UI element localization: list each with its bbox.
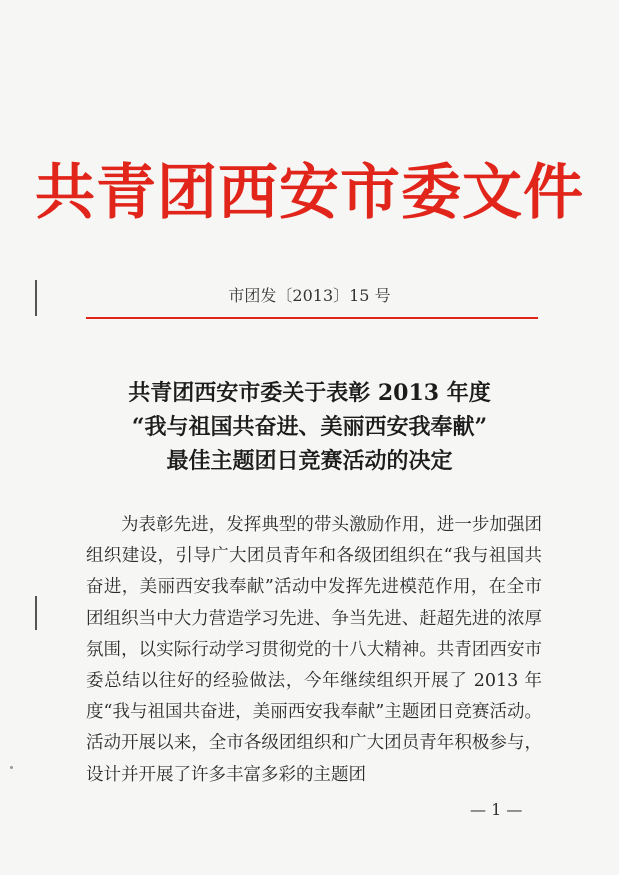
red-divider-line [86, 317, 538, 319]
body-paragraph: 为表彰先进，发挥典型的带头激励作用，进一步加强团组织建设，引导广大团员青年和各级团组织在“我与祖国共奋进，美丽西安我奉献”活动中发挥先进模范作用，在全市团组织当中大力营造学习先进、争当先进、赶超先进的浓厚氛围，以实际行动学习贯彻党的十八大精神。共青团西安市委总结以往好的经验做法，今年继续组织开展了 2013 年度“我与祖国共奋进，美丽西安我奉献”主题团日竞赛活动。活动开展以来，全市各级团组织和广大团员青年积极参与，设计并开展了许多丰富多彩的主题团 [86, 515, 542, 785]
scan-speck [10, 766, 13, 769]
decision-title-line: 最佳主题团日竞赛活动的决定 [166, 448, 453, 474]
issuer-header-title: 共青团西安市委文件 [35, 158, 584, 228]
document-number: 市团发〔2013〕15 号 [228, 286, 391, 305]
page-number: — 1 — [470, 800, 523, 819]
decision-title-line: 共青团西安市委关于表彰 2013 年度 [128, 380, 491, 406]
binding-hole-mark [35, 596, 37, 630]
decision-title [0, 376, 619, 478]
decision-title-line: “我与祖国共奋进、美丽西安我奉献” [131, 414, 488, 440]
